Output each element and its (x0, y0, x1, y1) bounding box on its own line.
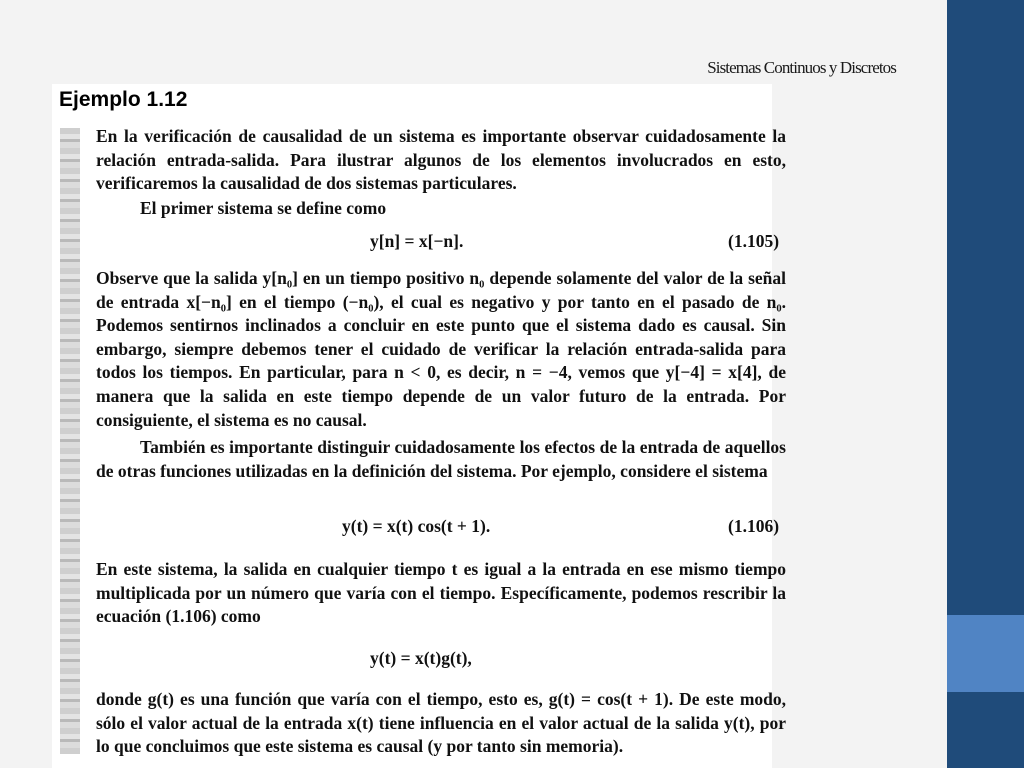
scan-binding-edge (60, 128, 80, 754)
equation-number-1-106: (1.106) (728, 516, 780, 536)
paragraph-4: También es importante distinguir cuidadosamente los efectos de la entrada de aquellos de otras funciones utilizadas en la definición del sistema. Por ejemplo, considere el sistema (96, 437, 786, 481)
example-heading: Ejemplo 1.12 (59, 88, 188, 111)
sidebar-accent-block (947, 615, 1024, 692)
paragraph-2: El primer sistema se define como (140, 198, 387, 218)
paragraph-3: Observe que la salida y[n₀] en un tiempo positivo n₀ depende solamente del valor de la señal de entrada x[−n₀] en el tiempo (−n₀), el cual es negativo y por tanto en el pasado de n₀. Podemos sentirnos inclinados a concluir en este punto que el sistema dado es causal. Sin embargo, siempre debemos tener el cuidado de verificar la relación entrada-salida para todos los tiempos. En particular, para n < 0, es decir, n = −4, vemos que y[−4] = x[4], de manera que la salida en este tiempo depende de un valor futuro de la entrada. Por consiguiente, el sistema es no causal. (96, 268, 786, 430)
scanned-page (52, 84, 786, 768)
equation-1-106: y(t) = x(t) cos(t + 1). (342, 516, 491, 536)
slide-title: Sistemas Continuos y Discretos (707, 58, 896, 77)
paragraph-1: En la verificación de causalidad de un sistema es importante observar cuidadosamente la relación entrada-salida. Para ilustrar algunos de los elementos involucrados en esto, verificaremos la causalidad de dos sistemas particulares. (96, 126, 786, 194)
equation-number-1-105: (1.105) (728, 231, 780, 251)
equation-1-105: y[n] = x[−n]. (370, 231, 464, 251)
paragraph-5: En este sistema, la salida en cualquier tiempo t es igual a la entrada en ese mismo tiempo multiplicada por un número que varía con el tiempo. Específicamente, podemos rescribir la ecuación (1.106) como (96, 559, 786, 627)
equation-unnumbered: y(t) = x(t)g(t), (370, 648, 472, 668)
paragraph-6: donde g(t) es una función que varía con el tiempo, esto es, g(t) = cos(t + 1). De este modo, sólo el valor actual de la entrada x(t) tiene influencia en el valor actual de la salida y(t), por lo que concluimos que este sistema es causal (y por tanto sin memoria). (96, 689, 786, 757)
